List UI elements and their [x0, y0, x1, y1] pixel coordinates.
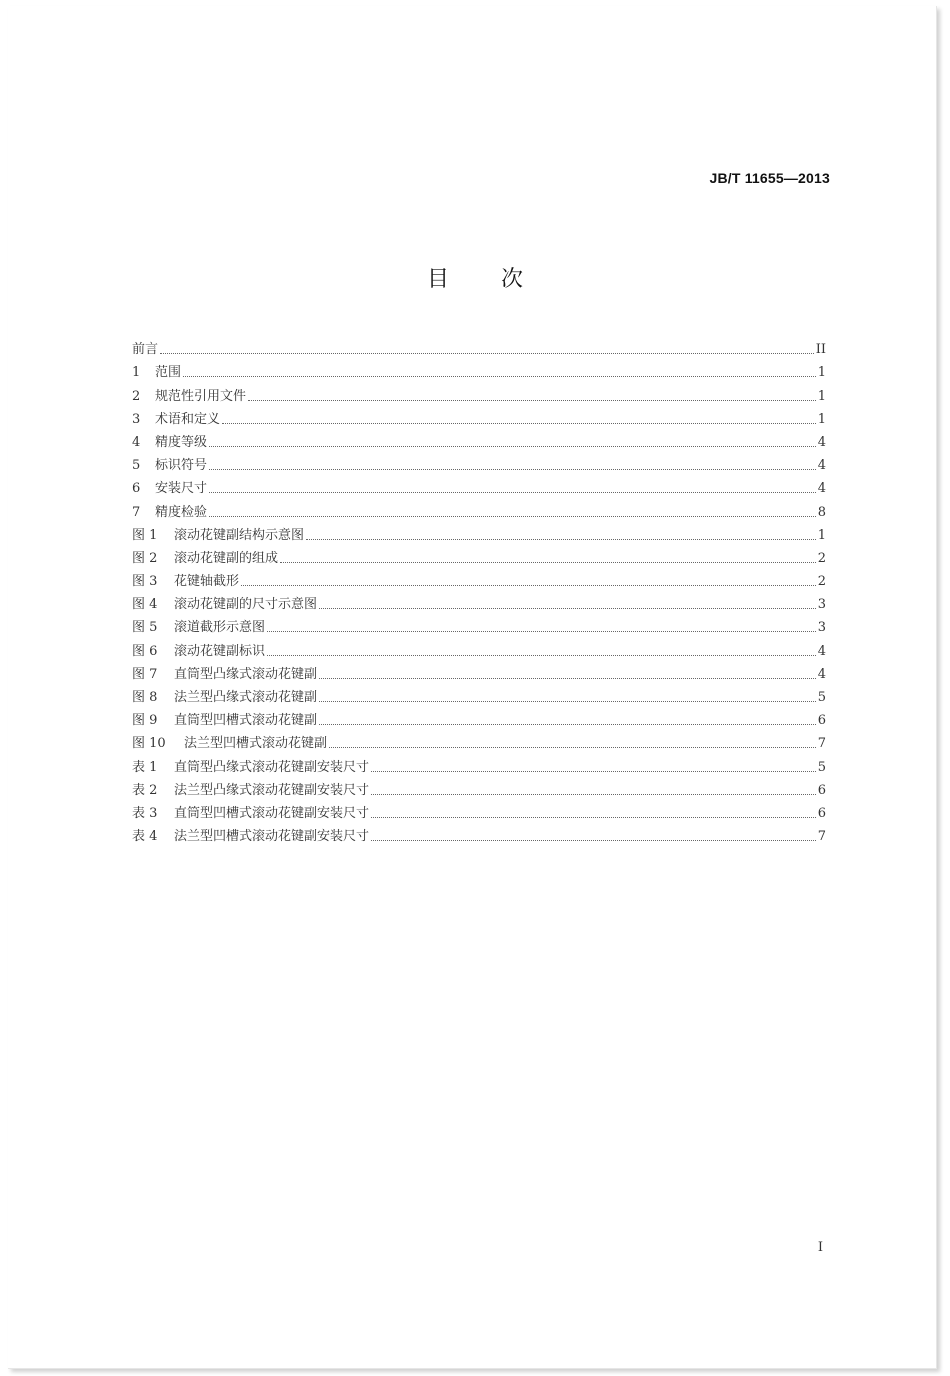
toc-entry-label: 滚道截形示意图 [174, 620, 266, 636]
toc-entry-number: 表 2 [132, 782, 158, 798]
toc-entry-number: 图 2 [132, 550, 158, 566]
toc-leader-dots [209, 515, 816, 517]
toc-leader-dots [209, 445, 816, 447]
toc-entry[interactable] [132, 404, 826, 427]
toc-entry-page: 1 [817, 388, 826, 404]
toc-entry-label: 法兰型凸缘式滚动花键副 [174, 690, 318, 705]
toc-entry[interactable] [132, 659, 826, 682]
toc-entry-page: 5 [817, 759, 826, 775]
toc-entry-label: 规范性引用文件 [155, 388, 247, 404]
toc-entry-number: 5 [132, 458, 141, 474]
toc-leader-dots [248, 399, 816, 401]
toc-leader-dots [371, 816, 816, 818]
toc-entry-label: 前言 [132, 342, 159, 358]
toc-entry-label: 滚动花键副的尺寸示意图 [174, 597, 318, 613]
toc-entry[interactable] [132, 775, 826, 798]
toc-entry-page: 4 [817, 666, 826, 682]
title-char-1: 目 [426, 267, 449, 292]
toc-entry-number: 表 1 [132, 759, 158, 775]
toc-entry-number: 图 8 [132, 690, 158, 705]
toc-leader-dots [267, 654, 816, 656]
toc-entry-page: 6 [817, 713, 826, 729]
toc-entry-number: 图 6 [132, 643, 158, 659]
toc-entry[interactable] [132, 705, 826, 728]
toc-entry-number: 表 4 [132, 829, 158, 845]
toc-entry-page: 8 [817, 504, 826, 520]
toc-entry-page: 4 [817, 458, 826, 474]
toc-entry-label: 滚动花键副标识 [174, 643, 266, 659]
toc-entry-page: 4 [817, 434, 826, 450]
toc-entry-label: 直筒型凸缘式滚动花键副安装尺寸 [174, 759, 370, 775]
toc-entry[interactable] [132, 566, 826, 589]
toc-entry[interactable] [132, 427, 826, 450]
toc-entry[interactable] [132, 496, 826, 519]
toc-entry-number: 6 [132, 481, 141, 497]
toc-entry-page: 7 [817, 736, 826, 752]
toc-entry[interactable] [132, 357, 826, 380]
toc-entry-page: 6 [817, 805, 826, 821]
document-code: JB/T 11655—2013 [709, 170, 830, 186]
toc-leader-dots [371, 839, 816, 841]
page-number: I [817, 1240, 823, 1255]
toc-entry-page: 2 [817, 550, 826, 566]
toc-leader-dots [209, 468, 816, 470]
toc-leader-dots [306, 538, 816, 540]
toc-entry-number: 图 9 [132, 713, 158, 729]
toc-entry[interactable] [132, 543, 826, 566]
toc-entry-label: 法兰型凹槽式滚动花键副安装尺寸 [174, 829, 370, 845]
toc-entry-label: 直筒型凸缘式滚动花键副 [174, 666, 318, 682]
toc-entry-label: 滚动花键副结构示意图 [174, 527, 305, 543]
toc-entry-label: 花键轴截形 [174, 574, 240, 590]
toc-entry-page: II [815, 342, 826, 358]
toc-entry[interactable] [132, 635, 826, 658]
toc-entry-number: 1 [132, 365, 141, 381]
toc-entry-page: 1 [817, 527, 826, 543]
toc-entry-page: 4 [817, 481, 826, 497]
toc-entry[interactable] [132, 728, 826, 751]
toc-leader-dots [319, 677, 816, 679]
toc-entry[interactable] [132, 589, 826, 612]
toc-leader-dots [222, 422, 816, 424]
toc-entry-label: 法兰型凹槽式滚动花键副 [184, 736, 328, 752]
toc-leader-dots [209, 491, 816, 493]
toc-entry-number: 图 4 [132, 597, 158, 613]
toc-leader-dots [319, 607, 816, 609]
toc-leader-dots [329, 746, 816, 748]
toc-entry[interactable] [132, 380, 826, 403]
toc-entry-number: 图 1 [132, 527, 158, 543]
toc-leader-dots [280, 561, 816, 563]
toc-entry-page: 1 [817, 411, 826, 427]
toc-entry-number: 2 [132, 388, 141, 404]
toc-entry[interactable] [132, 682, 826, 705]
toc-entry-number: 图 5 [132, 620, 158, 636]
toc-entry[interactable] [132, 798, 826, 821]
toc-entry-number: 4 [132, 434, 141, 450]
toc-entry-number: 3 [132, 411, 141, 427]
toc-leader-dots [319, 723, 816, 725]
toc-entry-page: 1 [817, 365, 826, 381]
toc-entry[interactable] [132, 334, 826, 357]
toc-entry-number: 图 3 [132, 574, 158, 590]
toc-entry-page: 7 [817, 829, 826, 845]
table-of-contents [132, 334, 826, 844]
toc-entry[interactable] [132, 751, 826, 774]
toc-leader-dots [371, 793, 816, 795]
toc-leader-dots [371, 770, 816, 772]
toc-entry-label: 标识符号 [155, 458, 208, 474]
toc-entry[interactable] [132, 821, 826, 844]
toc-entry-label: 范围 [155, 365, 182, 381]
toc-entry-label: 精度检验 [155, 504, 208, 520]
page-title [0, 262, 950, 293]
toc-entry-number: 图 10 [132, 736, 166, 752]
toc-entry-number: 图 7 [132, 666, 158, 682]
toc-leader-dots [319, 700, 816, 702]
toc-entry-label: 术语和定义 [155, 411, 221, 427]
toc-entry-label: 精度等级 [155, 434, 208, 450]
toc-entry-page: 3 [817, 597, 826, 613]
toc-entry-page: 4 [817, 643, 826, 659]
toc-leader-dots [183, 375, 816, 377]
toc-leader-dots [241, 584, 816, 586]
toc-entry-page: 6 [817, 782, 826, 798]
toc-entry-label: 滚动花键副的组成 [174, 550, 279, 566]
toc-entry-label: 直筒型凹槽式滚动花键副安装尺寸 [174, 805, 370, 821]
toc-entry-number: 7 [132, 504, 141, 520]
toc-leader-dots [160, 352, 814, 354]
toc-entry-number: 表 3 [132, 805, 158, 821]
toc-entry[interactable] [132, 473, 826, 496]
toc-entry[interactable] [132, 450, 826, 473]
toc-entry-label: 安装尺寸 [155, 481, 208, 497]
toc-entry[interactable] [132, 612, 826, 635]
toc-entry-page: 2 [817, 574, 826, 590]
toc-entry[interactable] [132, 520, 826, 543]
title-char-2: 次 [501, 267, 524, 292]
toc-entry-label: 法兰型凸缘式滚动花键副安装尺寸 [174, 782, 370, 798]
toc-leader-dots [267, 630, 816, 632]
toc-entry-page: 3 [817, 620, 826, 636]
toc-entry-label: 直筒型凹槽式滚动花键副 [174, 713, 318, 729]
toc-entry-page: 5 [817, 690, 826, 705]
